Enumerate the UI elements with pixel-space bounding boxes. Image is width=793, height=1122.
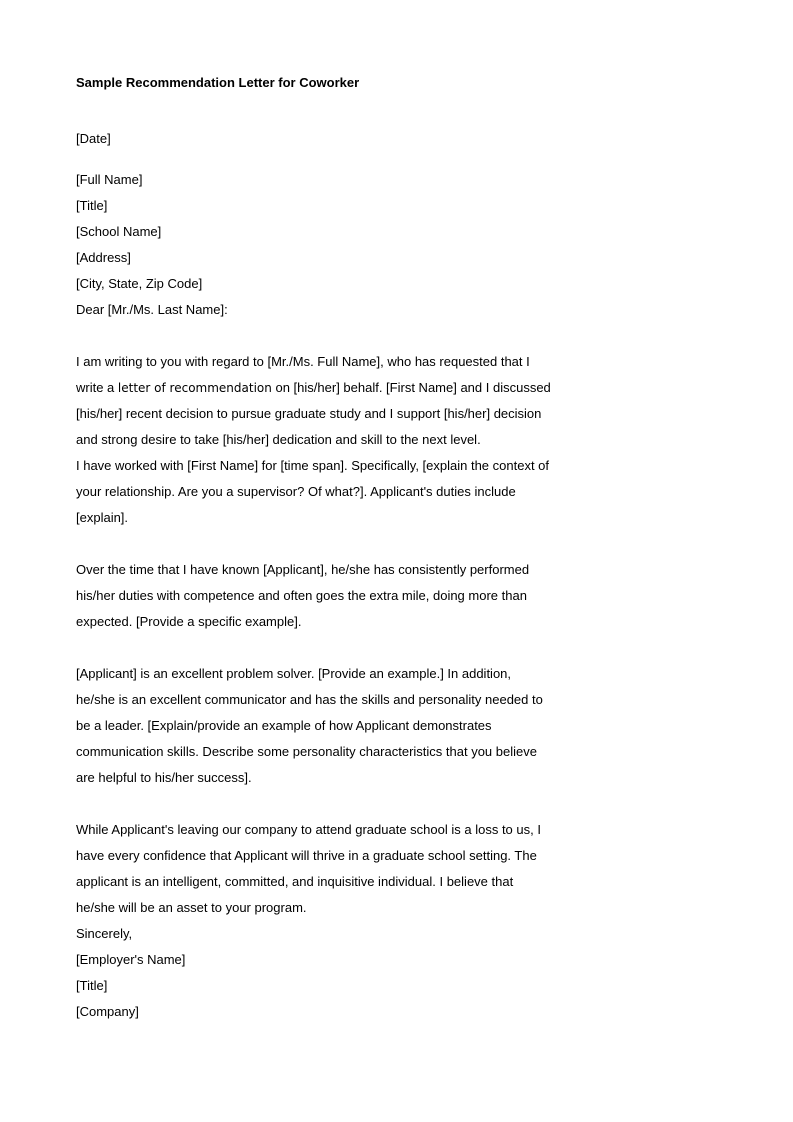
document-title: Sample Recommendation Letter for Coworker (76, 75, 360, 90)
paragraph2-line: expected. [Provide a specific example]. (76, 614, 302, 629)
paragraph4-line: he/she will be an asset to your program. (76, 900, 307, 915)
paragraph1-text: on [his/her] behalf. [First Name] and I discussed (271, 380, 551, 395)
paragraph4-line: While Applicant's leaving our company to attend graduate school is a loss to us, I (76, 822, 541, 837)
paragraph3-line: are helpful to his/her success]. (76, 770, 252, 785)
recipient-city-state-zip: [City, State, Zip Code] (76, 276, 203, 291)
recipient-address: [Address] (76, 250, 131, 265)
paragraph1-text: write a (76, 380, 118, 395)
paragraph4-line: applicant is an intelligent, committed, and inquisitive individual. I believe that (76, 874, 514, 889)
recipient-full-name: [Full Name] (76, 172, 143, 187)
signature-title: [Title] (76, 978, 108, 993)
paragraph1-line: and strong desire to take [his/her] dedication and skill to the next level. (76, 432, 481, 447)
paragraph1-line: [explain]. (76, 510, 129, 525)
date-line: [Date] (76, 131, 111, 146)
recipient-title: [Title] (76, 198, 108, 213)
paragraph1-line: [his/her] recent decision to pursue graduate study and I support [his/her] decision (76, 406, 542, 421)
recipient-school-name: [School Name] (76, 224, 162, 239)
salutation: Dear [Mr./Ms. Last Name]: (76, 302, 228, 317)
paragraph1-line: your relationship. Are you a supervisor? Of what?]. Applicant's duties include (76, 484, 516, 499)
paragraph3-line: communication skills. Describe some personality characteristics that you believe (76, 744, 537, 759)
paragraph3-line: he/she is an excellent communicator and has the skills and personality needed to (76, 692, 543, 707)
paragraph3-line: [Applicant] is an excellent problem solver. [Provide an example.] In addition, (76, 666, 512, 681)
paragraph1-line: I have worked with [First Name] for [time span]. Specifically, [explain the context of (76, 458, 550, 473)
signature-employer-name: [Employer's Name] (76, 952, 186, 967)
paragraph3-line: be a leader. [Explain/provide an example of how Applicant demonstrates (76, 718, 492, 733)
paragraph2-line: Over the time that I have known [Applicant], he/she has consistently performed (76, 562, 530, 577)
signature-company: [Company] (76, 1004, 139, 1019)
paragraph2-line: his/her duties with competence and often goes the extra mile, doing more than (76, 588, 527, 603)
paragraph1-text: letter of recommendation (117, 381, 272, 395)
paragraph1-line (76, 380, 551, 396)
paragraph1-line: I am writing to you with regard to [Mr./Ms. Full Name], who has requested that I (76, 354, 530, 369)
closing: Sincerely, (76, 926, 133, 941)
paragraph4-line: have every confidence that Applicant will thrive in a graduate school setting. The (76, 848, 537, 863)
